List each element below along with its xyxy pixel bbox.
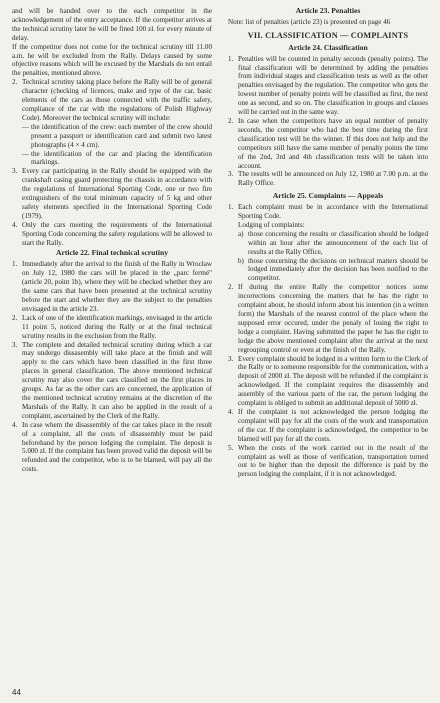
item-number: 2. — [228, 116, 234, 125]
page-number: 44 — [12, 688, 21, 697]
item-number: 4. — [228, 407, 234, 416]
sub-item-label: b) — [238, 256, 244, 265]
item-number: 5. — [228, 443, 234, 452]
item-number: 1. — [12, 260, 18, 269]
list-item — [12, 421, 212, 474]
list-item — [228, 170, 428, 188]
item-number: 3. — [228, 170, 234, 179]
list-item — [228, 283, 428, 354]
item-text: Lack of one of the identification markings, envisaged in the article 11 point 5, noticed during the Rally or at the final technical scrutiny results in the exclusion from the Rally. — [22, 313, 212, 340]
item-number: 3. — [12, 340, 18, 349]
left-column — [12, 7, 212, 474]
item-text: In case whem the disassembly of the car takes place in the result of a complaint, all the costs of disassembly must be paid beforehand by the person lodging the complaint. The deposit is 5.000 zł. If the complaint has been proved valid the deposit will be refunded and the competitor, who is to be blamed, will pay all the costs. — [22, 420, 212, 474]
list-item — [228, 408, 428, 444]
item-number: 2. — [12, 78, 18, 87]
item-number: 1. — [228, 54, 234, 63]
paragraph: Lodging of complaints: — [238, 220, 305, 229]
sub-item — [228, 230, 428, 257]
item-text: If during the entire Rally the competitor notices some incorrections concerning the matters that he has the right to complaint about, he should inform about his intention (in a written form) the Marshals of the nearest control of the place where the supposed error occured, under the penaly of losing the right to lodge a complaint. Having submitted the paper he has the right to lodge the above mentioned complaint after the arrival at the next regrouping control or even at the finish of the Rally. — [238, 283, 428, 354]
sub-item — [22, 150, 212, 168]
item-text: Penalties will be counted in penalty seconds (penalty points). The final classification will be determined by adding the penalties from individual stages and classification tests as well as the other penalties envisaged by the regulation. The competitor who gets the lowest number of penalty points will be classified as first, the next one as second, and so on. The classification in groups and classes will be carried out in the same way. — [238, 54, 428, 117]
list-item — [228, 355, 428, 408]
list-item — [12, 260, 212, 313]
list-item — [12, 314, 212, 341]
article-heading: Article 22. Final technical scrutiny — [56, 248, 168, 258]
sub-item-text: those concerning the results or classification should be lodged within an hour after the announcement of the each list of results at the Rally Office, — [248, 229, 428, 256]
right-column — [228, 7, 428, 479]
sub-item-label: a) — [238, 229, 244, 238]
paragraph: If the competitor does not come for the technical scrutiny till 11.00 a.m. he will be excluded from the Rally. Delays caused by some objective reasons which will be excused by the Marshals do not entail the penalties, mentioned above. — [12, 42, 212, 78]
section-heading: VII. CLASSIFICATION — COMPLAINTS — [247, 30, 409, 40]
article-heading: Article 24. Classification — [288, 42, 368, 52]
item-text: The results will be announced on July 12, 1980 at 7.00 p.m. at the Rally Office. — [238, 170, 428, 188]
list-item — [228, 203, 428, 221]
item-text: When the costs of the work carried out in the result of the complaint as well as those of verification, transportation turned out to be higher than the deposit the difference is paid by the person lodging the complaint, if it is not acknowledged. — [238, 443, 428, 479]
item-number: 1. — [228, 203, 234, 212]
item-number: 3. — [228, 354, 234, 363]
note-text: Note: list of penalties (article 23) is presented on page 46 — [228, 17, 391, 26]
list-item — [228, 444, 428, 480]
article-heading: Article 23. Penalties — [295, 6, 361, 15]
sub-item-text: those concerning the decisions on technical matters should be lodged immediately after the decision has been notified to the competitor. — [248, 256, 428, 283]
item-text: In case when the competitors have an equal number of penalty seconds, the competitor who had the best time during the first classification test will be the winner. If this does not help and the competitors still have the same number of penalty points the time of the 2nd, 3rd and 4th classification tests will be taken into account. — [238, 116, 428, 170]
list-item — [12, 221, 212, 248]
item-text: The complete and detailed technical scrutiny during which a car may undergo dissasembly will take place at the finish and will apply to the cars which have been classified in the first three places in general classification. The above mentioned technical scrutiny may also cover the cars classified on the first places in groups. As far as the other cars are concerned, the application of the mentioned technical scrutiny remains at the discretion of the Marshals of the Rally. It can also be applied in the result of a complaint, ascertained by the Clerk of the Rally. — [22, 340, 212, 420]
item-number: 2. — [12, 313, 18, 322]
item-text: Technical scrutiny taking place before the Rally will be of general character (checking of licences, make and type of the car, basic elements of the cars as those connected with the traffic safety, compliance of the car with the regulations of Polish Highway Code). Moreover the technical scrutiny will include: — [22, 78, 212, 122]
item-number: 2. — [228, 283, 234, 292]
sub-item-text: the identification of the car and placing the identification markings. — [31, 149, 212, 167]
item-number: 4. — [12, 220, 18, 229]
article-heading: Article 25. Complaints — Appeals — [272, 191, 384, 201]
item-text: Every complaint should be lodged in a written form to the Clerk of the Rally or to someone responsible for the communication, with a deposit of 2000 zł. The deposit will be refunded if the complaint is acknowledged. If the complaint requires the disassembly and assembly of the various parts of the car, the person lodging the complaint is obliged to submit an additional deposit of 5000 zł. — [238, 354, 428, 408]
sub-item — [228, 257, 428, 284]
item-number: 4. — [12, 420, 18, 429]
sub-item — [22, 123, 212, 150]
list-item — [228, 117, 428, 170]
item-text: Only the cars meeting the requirements of the International Sporting Code concerning the safety regulations will be allowed to start the Rally. — [22, 220, 212, 247]
dash-marker: — — [22, 122, 30, 131]
list-item — [12, 78, 212, 167]
list-item — [12, 341, 212, 421]
item-text: Immediately after the arrival to the finish of the Rally in Wrocław on July 12, 1980 the cars will be placed in the „parc fermé" (article 20, point 1b), where they will be checked whether they are the same cars that have been presented at the technical scrutiny before the start and whether they are the subject to the penalties envisaged in the article 23. — [22, 260, 212, 313]
sub-item-text: the identification of the crew: each member of the crew should present a passport or identification card and submit two latest photographs (4 × 4 cm). — [31, 122, 212, 149]
item-number: 3. — [12, 167, 18, 176]
dash-marker: — — [22, 149, 30, 158]
item-text: Each complaint must be in accordance with the International Sporting Code. — [238, 203, 428, 221]
list-item — [228, 55, 428, 117]
item-text: Every car participating in the Rally should be equipped with the crankshaft casing guard protecting the chassis in accordance with the regulations of International Sporting Code, one or two fire extinguishers of the total minimum capacity of 5 kg and other safety elements specified in the International Sporting Code (1979). — [22, 167, 212, 220]
item-text: If the complaint is not acknowledged the person lodging the complaint will pay for all the costs of the work and transportation of the car. If the complaint is acknowledged, the competitor to be blamed will pay for all the costs. — [238, 407, 428, 443]
paragraph: and will be handed over to the each competitor in the acknowledgement of the entry acceptance. If the competitor arrives at the technical scrutiny later he will be fined 100 zł. for every minute of delay. — [12, 7, 212, 42]
list-item — [12, 167, 212, 220]
